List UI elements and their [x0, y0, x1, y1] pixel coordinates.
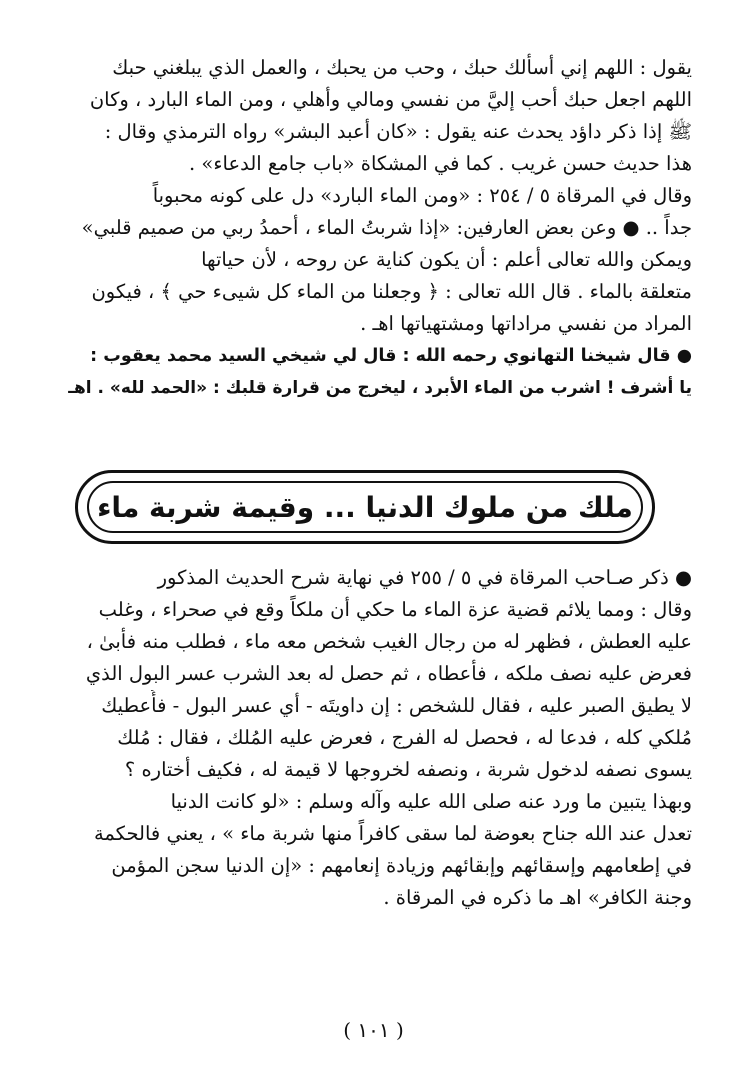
text-line: تعدل عند الله جناح بعوضة لما سقى كافراً منها شربة ماء » ، يعني فالحكمة [93, 822, 692, 845]
section-heading: ملك من ملوك الدنيا ... وقيمة شربة ماء [97, 490, 633, 524]
text-line: مُلكي كله ، فدعا له ، فحصل له الفرج ، فعرض عليه المُلك ، فقال : مُلك [117, 726, 692, 749]
text-line: وقال : ومما يلائم قضية عزة الماء ما حكي أن ملكاً وقع في صحراء ، وغلب [98, 598, 692, 621]
text-line: جداً .. ● وعن بعض العارفين: «إذا شربتُ الماء ، أحمدُ ربي من صميم قلبي» [81, 216, 692, 239]
text-line: عليه العطش ، فظهر له من رجال الغيب شخص معه ماء ، فطلب منه فأبىٰ ، [86, 630, 692, 653]
text-line: هذا حديث حسن غريب . كما في المشكاة «باب جامع الدعاء» . [189, 152, 692, 175]
text-line: ﷺ إذا ذكر داؤد يحدث عنه يقول : «كان أعبد البشر» رواه الترمذي وقال : [104, 120, 692, 143]
top-text-block [60, 52, 692, 404]
text-line: المراد من نفسي مراداتها ومشتهياتها اهـ . [360, 312, 692, 335]
text-line: ● قال شيخنا التهانوي رحمه الله : قال لي شيخي السيد محمد يعقوب : [90, 346, 692, 366]
page-number: ( ١٠١ ) [343, 1018, 404, 1042]
text-line: فعرض عليه نصف ملكه ، فأعطاه ، ثم حصل له بعد الشرب عسر البول الذي [85, 662, 692, 685]
text-line: وبهذا يتبين ما ورد عنه صلى الله عليه وآله وسلم : «لو كانت الدنيا [170, 790, 692, 813]
text-line: لا يطيق الصبر عليه ، فقال للشخص : إن داويتَه - أي عسر البول - فأُعطيك [101, 694, 692, 717]
text-line: وجنة الكافر» اهـ ما ذكره في المرقاة . [383, 886, 692, 909]
section-heading-inner-frame [87, 481, 643, 533]
text-line: ويمكن والله تعالى أعلم : أن يكون كناية عن روحه ، لأن حياتها [201, 248, 692, 271]
text-line: متعلقة بالماء . قال الله تعالى : ﴿ وجعلنا من الماء كل شيىء حي ﴾ ، فيكون [91, 280, 692, 303]
bottom-text-block [60, 562, 692, 914]
section-heading-frame [75, 470, 655, 544]
text-line: في إطعامهم وإسقائهم وإبقائهم وزيادة إنعامهم : «إن الدنيا سجن المؤمن [111, 854, 692, 877]
text-line: يقول : اللهم إني أسألك حبك ، وحب من يحبك ، والعمل الذي يبلغني حبك [112, 56, 692, 79]
text-line: اللهم اجعل حبك أحب إليَّ من نفسي ومالي وأهلي ، ومن الماء البارد ، وكان [89, 88, 692, 111]
text-line: يا أشرف ! اشرب من الماء الأبرد ، ليخرج من قرارة قلبك : «الحمد لله» . اهـ [68, 378, 692, 398]
text-line: يسوى نصفه لدخول شربة ، ونصفه لخروجها لا قيمة له ، فكيف أختاره ؟ [124, 758, 692, 781]
text-line: ● ذكر صـاحب المرقاة في ٥ / ٢٥٥ في نهاية شرح الحديث المذكور [157, 566, 692, 589]
text-line: وقال في المرقاة ٥ / ٢٥٤ : «ومن الماء البارد» دل على كونه محبوباً [152, 184, 692, 207]
